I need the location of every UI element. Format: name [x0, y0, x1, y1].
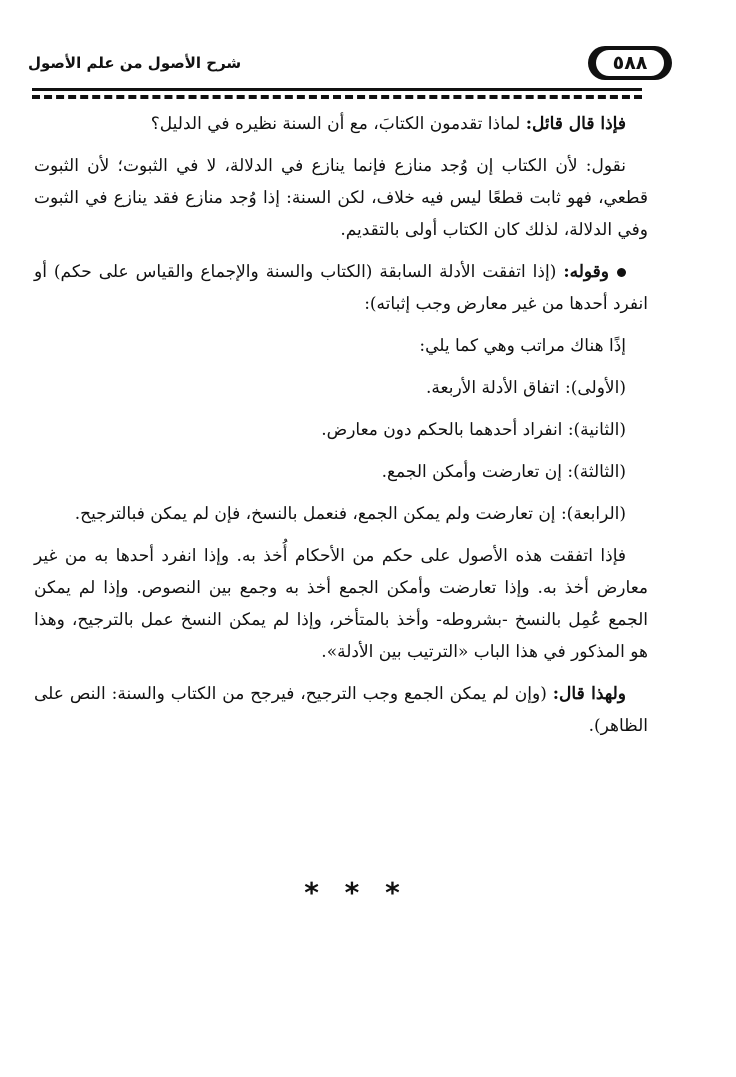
final-paragraph	[34, 678, 648, 742]
quote-text: (إذا اتفقت الأدلة السابقة (الكتاب والسنة والإجماع والقياس على حكم) أو انفرد أحدها من غير معارض وجب إثباته):	[34, 262, 648, 314]
question-text: لماذا تقدمون الكتابَ، مع أن السنة نظيره في الدليل؟	[150, 114, 526, 134]
quote-lead: وقوله:	[563, 262, 609, 282]
rank-label: (الثانية):	[567, 420, 626, 440]
page-header	[28, 40, 668, 90]
question-paragraph	[34, 108, 648, 140]
header-rule	[32, 88, 642, 91]
running-title: شرح الأصول من علم الأصول	[28, 54, 242, 72]
rank-text: اتفاق الأدلة الأربعة.	[426, 378, 566, 398]
rank-text: إن تعارضت وأمكن الجمع.	[381, 462, 568, 482]
page-body	[34, 108, 648, 752]
page-number: ٥٨٨	[596, 50, 664, 76]
rank-item-1	[34, 372, 648, 404]
rank-text: إن تعارضت ولم يمكن الجمع، فنعمل بالنسخ، فإن لم يمكن فبالترجيح.	[74, 504, 561, 524]
final-lead: ولهذا قال:	[552, 684, 626, 704]
rank-text: انفراد أحدهما بالحكم دون معارض.	[321, 420, 568, 440]
section-divider: * * *	[304, 876, 408, 909]
rank-item-4	[34, 498, 648, 530]
question-lead: فإذا قال قائل:	[525, 114, 626, 134]
final-text: (وإن لم يمكن الجمع وجب الترجيح، فيرجح من الكتاب والسنة: النص على الظاهر).	[34, 684, 648, 736]
bullet-icon	[617, 268, 626, 277]
page-number-badge	[588, 46, 672, 80]
rank-item-3	[34, 456, 648, 488]
quote-paragraph	[34, 256, 648, 320]
ranks-intro: إذًا هناك مراتب وهي كما يلي:	[419, 336, 626, 356]
answer-paragraph: نقول: لأن الكتاب إن وُجد منازع فإنما ينازع في الدلالة، لا في الثبوت؛ لأن الثبوت قطعي، فهو ثابت قطعًا ليس فيه خلاف، لكن السنة: إذا وُجد منازع فقد ينازع في الثبوت وفي الدلالة، لذلك كان الكتاب أولى بالتقديم.	[34, 156, 648, 240]
rank-label: (الرابعة):	[560, 504, 626, 524]
rank-label: (الثالثة):	[567, 462, 626, 482]
rank-label: (الأولى):	[565, 378, 626, 398]
explanation-paragraph: فإذا اتفقت هذه الأصول على حكم من الأحكام أُخذ به. وإذا انفرد أحدها به من غير معارض أخذ به. وإذا تعارضت وأمكن الجمع أخذ به وجمع بين النصوص. وإذا لم يمكن الجمع عُمِل بالنسخ -بشروطه- وأخذ بالمتأخر، وإذا لم يمكن النسخ عمل بالترجيح، وهذا هو المذكور في هذا الباب «الترتيب بين الأدلة».	[34, 546, 648, 662]
rank-item-2	[34, 414, 648, 446]
header-dashed-rule	[32, 95, 642, 99]
